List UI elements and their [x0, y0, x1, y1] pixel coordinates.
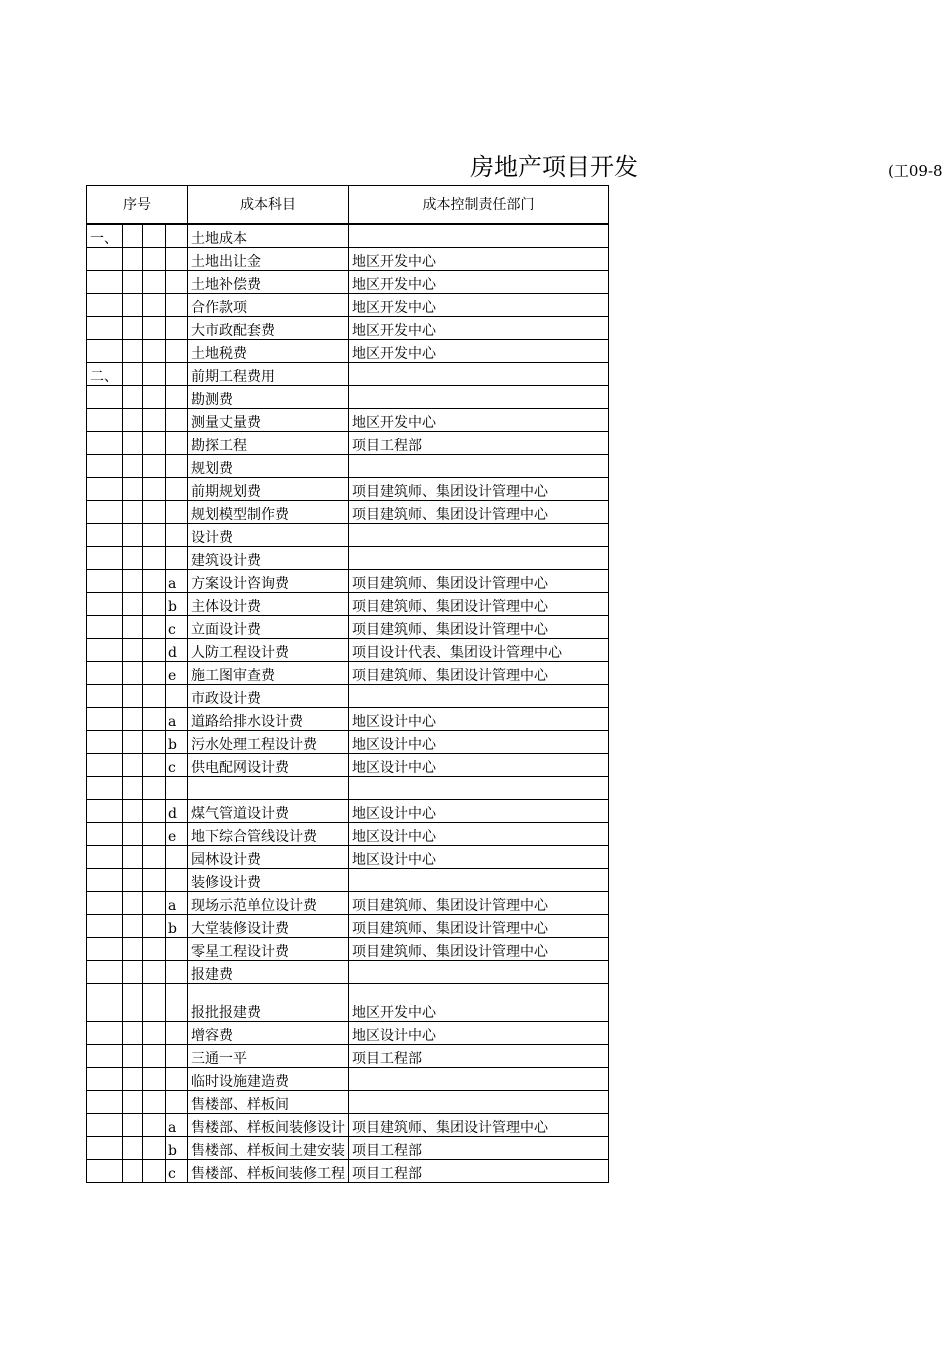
table-body	[87, 224, 609, 1183]
seq-level-3-cell	[143, 593, 166, 616]
seq-level-1-cell	[87, 478, 123, 501]
seq-level-1-cell	[87, 915, 123, 938]
cost-subject-cell: 现场示范单位设计费	[188, 892, 349, 915]
seq-level-1-cell	[87, 1114, 123, 1137]
responsible-dept-cell: 地区设计中心	[349, 754, 609, 777]
seq-level-1-cell	[87, 800, 123, 823]
responsible-dept-cell: 地区设计中心	[349, 708, 609, 731]
cost-subject-cell: 售楼部、样板间装修设计	[188, 1114, 349, 1137]
seq-level-4-cell	[166, 340, 188, 363]
seq-level-2-cell	[123, 915, 143, 938]
seq-level-1-cell	[87, 501, 123, 524]
seq-level-4-cell: d	[166, 639, 188, 662]
cost-subject-cell: 报批报建费	[188, 984, 349, 1022]
table-row	[87, 340, 609, 363]
seq-level-2-cell	[123, 386, 143, 409]
responsible-dept-cell: 项目建筑师、集团设计管理中心	[349, 915, 609, 938]
seq-level-2-cell	[123, 570, 143, 593]
seq-level-3-cell	[143, 1160, 166, 1183]
seq-level-2-cell	[123, 524, 143, 547]
cost-subject-cell: 施工图审查费	[188, 662, 349, 685]
cost-subject-cell: 规划模型制作费	[188, 501, 349, 524]
responsible-dept-cell: 项目工程部	[349, 1045, 609, 1068]
responsible-dept-cell: 地区设计中心	[349, 846, 609, 869]
seq-level-2-cell	[123, 1114, 143, 1137]
seq-level-3-cell	[143, 1068, 166, 1091]
table-row	[87, 524, 609, 547]
seq-level-2-cell	[123, 823, 143, 846]
cost-subject-cell: 装修设计费	[188, 869, 349, 892]
seq-level-1-cell	[87, 386, 123, 409]
seq-level-4-cell: e	[166, 662, 188, 685]
table-row	[87, 938, 609, 961]
header-seq: 序号	[87, 186, 188, 225]
seq-level-2-cell	[123, 777, 143, 800]
seq-level-4-cell	[166, 363, 188, 386]
seq-level-2-cell	[123, 731, 143, 754]
seq-level-3-cell	[143, 1137, 166, 1160]
seq-level-3-cell	[143, 1045, 166, 1068]
table-row	[87, 248, 609, 271]
seq-level-2-cell	[123, 248, 143, 271]
seq-level-2-cell	[123, 984, 143, 1022]
seq-level-2-cell	[123, 501, 143, 524]
seq-level-3-cell	[143, 386, 166, 409]
seq-level-1-cell	[87, 317, 123, 340]
responsible-dept-cell: 地区设计中心	[349, 800, 609, 823]
seq-level-1-cell	[87, 1091, 123, 1114]
seq-level-4-cell	[166, 271, 188, 294]
responsible-dept-cell: 地区设计中心	[349, 731, 609, 754]
responsible-dept-cell	[349, 547, 609, 570]
seq-level-4-cell: b	[166, 1137, 188, 1160]
cost-subject-cell: 临时设施建造费	[188, 1068, 349, 1091]
seq-level-2-cell	[123, 432, 143, 455]
table-row	[87, 1160, 609, 1183]
table-row	[87, 501, 609, 524]
seq-level-2-cell	[123, 340, 143, 363]
cost-subject-cell: 增容费	[188, 1022, 349, 1045]
seq-level-1-cell	[87, 754, 123, 777]
seq-level-4-cell	[166, 294, 188, 317]
seq-level-3-cell	[143, 731, 166, 754]
table-row	[87, 961, 609, 984]
seq-level-1-cell	[87, 271, 123, 294]
seq-level-1-cell	[87, 432, 123, 455]
responsible-dept-cell: 项目工程部	[349, 1160, 609, 1183]
responsible-dept-cell: 项目建筑师、集团设计管理中心	[349, 593, 609, 616]
seq-level-1-cell	[87, 1160, 123, 1183]
seq-level-4-cell	[166, 248, 188, 271]
cost-subject-cell: 建筑设计费	[188, 547, 349, 570]
seq-level-4-cell	[166, 685, 188, 708]
seq-level-3-cell	[143, 777, 166, 800]
table-row	[87, 432, 609, 455]
seq-level-4-cell: a	[166, 570, 188, 593]
seq-level-1-cell	[87, 892, 123, 915]
cost-subject-cell: 售楼部、样板间土建安装	[188, 1137, 349, 1160]
seq-level-4-cell: e	[166, 823, 188, 846]
seq-level-4-cell	[166, 846, 188, 869]
seq-level-3-cell	[143, 846, 166, 869]
seq-level-3-cell	[143, 685, 166, 708]
seq-level-2-cell	[123, 616, 143, 639]
cost-subject-cell: 道路给排水设计费	[188, 708, 349, 731]
seq-level-3-cell	[143, 455, 166, 478]
seq-level-1-cell	[87, 823, 123, 846]
seq-level-2-cell	[123, 1022, 143, 1045]
responsible-dept-cell	[349, 386, 609, 409]
seq-level-3-cell	[143, 1022, 166, 1045]
seq-level-1-cell	[87, 984, 123, 1022]
table-row	[87, 800, 609, 823]
seq-level-3-cell	[143, 294, 166, 317]
responsible-dept-cell: 地区开发中心	[349, 409, 609, 432]
seq-level-3-cell	[143, 478, 166, 501]
seq-level-3-cell	[143, 639, 166, 662]
table-row	[87, 1114, 609, 1137]
table-row	[87, 639, 609, 662]
cost-subject-cell: 园林设计费	[188, 846, 349, 869]
seq-level-1-cell	[87, 547, 123, 570]
table-row	[87, 1068, 609, 1091]
cost-subject-cell: 大市政配套费	[188, 317, 349, 340]
seq-level-3-cell	[143, 708, 166, 731]
table-row	[87, 363, 609, 386]
seq-level-3-cell	[143, 823, 166, 846]
seq-level-2-cell	[123, 547, 143, 570]
table-row	[87, 616, 609, 639]
table-row	[87, 593, 609, 616]
table-row	[87, 1022, 609, 1045]
seq-level-3-cell	[143, 271, 166, 294]
cost-subject-cell: 供电配网设计费	[188, 754, 349, 777]
seq-level-3-cell	[143, 800, 166, 823]
responsible-dept-cell: 地区设计中心	[349, 1022, 609, 1045]
table-row	[87, 224, 609, 248]
seq-level-4-cell	[166, 409, 188, 432]
seq-level-4-cell	[166, 961, 188, 984]
seq-level-4-cell	[166, 1022, 188, 1045]
seq-level-2-cell	[123, 455, 143, 478]
seq-level-1-cell	[87, 1045, 123, 1068]
seq-level-4-cell: a	[166, 1114, 188, 1137]
seq-level-1-cell	[87, 961, 123, 984]
seq-level-1-cell	[87, 1068, 123, 1091]
header-row	[87, 186, 609, 225]
table-row	[87, 708, 609, 731]
cost-subject-cell: 土地补偿费	[188, 271, 349, 294]
seq-level-2-cell	[123, 1068, 143, 1091]
responsible-dept-cell: 地区开发中心	[349, 294, 609, 317]
cost-subject-cell: 合作款项	[188, 294, 349, 317]
table-row	[87, 754, 609, 777]
seq-level-2-cell	[123, 409, 143, 432]
seq-level-1-cell	[87, 593, 123, 616]
cost-subject-cell: 大堂装修设计费	[188, 915, 349, 938]
cost-subject-cell: 土地成本	[188, 224, 349, 248]
responsible-dept-cell	[349, 524, 609, 547]
seq-level-1-cell	[87, 662, 123, 685]
responsible-dept-cell: 地区开发中心	[349, 317, 609, 340]
responsible-dept-cell	[349, 685, 609, 708]
cost-subject-cell: 勘测费	[188, 386, 349, 409]
table-row	[87, 984, 609, 1022]
table-row	[87, 1091, 609, 1114]
seq-level-4-cell: b	[166, 593, 188, 616]
responsible-dept-cell: 项目建筑师、集团设计管理中心	[349, 501, 609, 524]
table-row	[87, 685, 609, 708]
seq-level-3-cell	[143, 662, 166, 685]
responsible-dept-cell: 项目建筑师、集团设计管理中心	[349, 892, 609, 915]
cost-table	[86, 185, 609, 1183]
seq-level-2-cell	[123, 639, 143, 662]
seq-level-1-cell	[87, 846, 123, 869]
cost-subject-cell: 报建费	[188, 961, 349, 984]
seq-level-3-cell	[143, 892, 166, 915]
table-row	[87, 478, 609, 501]
seq-level-3-cell	[143, 754, 166, 777]
table-row	[87, 823, 609, 846]
responsible-dept-cell: 地区开发中心	[349, 340, 609, 363]
responsible-dept-cell: 项目建筑师、集团设计管理中心	[349, 1114, 609, 1137]
table-row	[87, 294, 609, 317]
seq-level-4-cell	[166, 432, 188, 455]
responsible-dept-cell: 地区开发中心	[349, 984, 609, 1022]
cost-subject-cell: 煤气管道设计费	[188, 800, 349, 823]
responsible-dept-cell	[349, 1068, 609, 1091]
cost-subject-cell: 零星工程设计费	[188, 938, 349, 961]
seq-level-1-cell	[87, 938, 123, 961]
table-row	[87, 271, 609, 294]
cost-subject-cell	[188, 777, 349, 800]
seq-level-1-cell	[87, 685, 123, 708]
seq-level-1-cell	[87, 340, 123, 363]
seq-level-3-cell	[143, 340, 166, 363]
cost-subject-cell: 主体设计费	[188, 593, 349, 616]
seq-level-3-cell	[143, 961, 166, 984]
cost-subject-cell: 售楼部、样板间	[188, 1091, 349, 1114]
seq-level-1-cell	[87, 869, 123, 892]
seq-level-4-cell	[166, 478, 188, 501]
seq-level-1-cell	[87, 570, 123, 593]
seq-level-4-cell	[166, 938, 188, 961]
seq-level-4-cell	[166, 501, 188, 524]
seq-level-1-cell	[87, 708, 123, 731]
seq-level-4-cell	[166, 317, 188, 340]
seq-level-2-cell	[123, 1137, 143, 1160]
table-row	[87, 409, 609, 432]
seq-level-3-cell	[143, 363, 166, 386]
seq-level-2-cell	[123, 961, 143, 984]
seq-level-2-cell	[123, 869, 143, 892]
seq-level-2-cell	[123, 892, 143, 915]
seq-level-4-cell: b	[166, 731, 188, 754]
cost-subject-cell: 规划费	[188, 455, 349, 478]
table-row	[87, 455, 609, 478]
responsible-dept-cell: 项目建筑师、集团设计管理中心	[349, 662, 609, 685]
seq-level-4-cell	[166, 777, 188, 800]
seq-level-4-cell	[166, 984, 188, 1022]
seq-level-2-cell	[123, 754, 143, 777]
cost-subject-cell: 前期规划费	[188, 478, 349, 501]
cost-subject-cell: 立面设计费	[188, 616, 349, 639]
table-row	[87, 915, 609, 938]
seq-level-1-cell	[87, 524, 123, 547]
seq-level-3-cell	[143, 1114, 166, 1137]
seq-level-2-cell	[123, 1045, 143, 1068]
seq-level-1-cell	[87, 1022, 123, 1045]
table-row	[87, 731, 609, 754]
seq-level-4-cell	[166, 386, 188, 409]
seq-level-4-cell: c	[166, 616, 188, 639]
header-dept: 成本控制责任部门	[349, 186, 609, 225]
seq-level-2-cell	[123, 224, 143, 248]
seq-level-4-cell	[166, 224, 188, 248]
seq-level-2-cell	[123, 294, 143, 317]
cost-subject-cell: 土地出让金	[188, 248, 349, 271]
responsible-dept-cell: 项目工程部	[349, 432, 609, 455]
table-row	[87, 662, 609, 685]
seq-level-3-cell	[143, 938, 166, 961]
seq-level-3-cell	[143, 501, 166, 524]
responsible-dept-cell: 地区设计中心	[349, 823, 609, 846]
seq-level-2-cell	[123, 317, 143, 340]
seq-level-2-cell	[123, 593, 143, 616]
table-row	[87, 1137, 609, 1160]
seq-level-1-cell	[87, 731, 123, 754]
cost-subject-cell: 污水处理工程设计费	[188, 731, 349, 754]
table-row	[87, 846, 609, 869]
seq-level-1-cell	[87, 294, 123, 317]
cost-subject-cell: 市政设计费	[188, 685, 349, 708]
seq-level-2-cell	[123, 708, 143, 731]
responsible-dept-cell: 项目建筑师、集团设计管理中心	[349, 570, 609, 593]
responsible-dept-cell: 项目建筑师、集团设计管理中心	[349, 478, 609, 501]
seq-level-1-cell	[87, 1137, 123, 1160]
seq-level-3-cell	[143, 524, 166, 547]
cost-subject-cell: 人防工程设计费	[188, 639, 349, 662]
seq-level-3-cell	[143, 570, 166, 593]
responsible-dept-cell: 地区开发中心	[349, 271, 609, 294]
seq-level-1-cell: 一、	[87, 224, 123, 248]
seq-level-2-cell	[123, 1091, 143, 1114]
table-row	[87, 547, 609, 570]
seq-level-1-cell	[87, 616, 123, 639]
seq-level-3-cell	[143, 409, 166, 432]
cost-subject-cell: 前期工程费用	[188, 363, 349, 386]
seq-level-4-cell: a	[166, 892, 188, 915]
seq-level-2-cell	[123, 685, 143, 708]
responsible-dept-cell	[349, 961, 609, 984]
seq-level-3-cell	[143, 317, 166, 340]
table-row	[87, 317, 609, 340]
responsible-dept-cell: 项目建筑师、集团设计管理中心	[349, 938, 609, 961]
seq-level-2-cell	[123, 478, 143, 501]
seq-level-4-cell: b	[166, 915, 188, 938]
seq-level-2-cell	[123, 662, 143, 685]
seq-level-3-cell	[143, 1091, 166, 1114]
seq-level-3-cell	[143, 547, 166, 570]
seq-level-1-cell	[87, 639, 123, 662]
responsible-dept-cell	[349, 777, 609, 800]
seq-level-2-cell	[123, 271, 143, 294]
cost-subject-cell: 地下综合管线设计费	[188, 823, 349, 846]
seq-level-4-cell: c	[166, 1160, 188, 1183]
seq-level-2-cell	[123, 800, 143, 823]
seq-level-4-cell	[166, 547, 188, 570]
seq-level-2-cell	[123, 846, 143, 869]
responsible-dept-cell: 项目建筑师、集团设计管理中心	[349, 616, 609, 639]
cost-subject-cell: 方案设计咨询费	[188, 570, 349, 593]
seq-level-1-cell	[87, 777, 123, 800]
cost-subject-cell: 土地税费	[188, 340, 349, 363]
cost-subject-cell: 售楼部、样板间装修工程	[188, 1160, 349, 1183]
table-row	[87, 386, 609, 409]
responsible-dept-cell	[349, 869, 609, 892]
seq-level-4-cell: a	[166, 708, 188, 731]
page-title: 房地产项目开发	[470, 153, 638, 181]
seq-level-4-cell	[166, 869, 188, 892]
cost-subject-cell: 设计费	[188, 524, 349, 547]
cost-subject-cell: 测量丈量费	[188, 409, 349, 432]
responsible-dept-cell	[349, 455, 609, 478]
seq-level-3-cell	[143, 224, 166, 248]
responsible-dept-cell	[349, 224, 609, 248]
seq-level-1-cell: 二、	[87, 363, 123, 386]
seq-level-1-cell	[87, 455, 123, 478]
seq-level-1-cell	[87, 248, 123, 271]
table-row	[87, 869, 609, 892]
responsible-dept-cell: 项目工程部	[349, 1137, 609, 1160]
header-subject: 成本科目	[188, 186, 349, 225]
seq-level-4-cell: d	[166, 800, 188, 823]
seq-level-2-cell	[123, 363, 143, 386]
seq-level-4-cell: c	[166, 754, 188, 777]
seq-level-4-cell	[166, 524, 188, 547]
responsible-dept-cell: 地区开发中心	[349, 248, 609, 271]
cost-subject-cell: 三通一平	[188, 1045, 349, 1068]
seq-level-4-cell	[166, 1045, 188, 1068]
seq-level-1-cell	[87, 409, 123, 432]
table-row	[87, 777, 609, 800]
responsible-dept-cell	[349, 1091, 609, 1114]
seq-level-3-cell	[143, 984, 166, 1022]
seq-level-3-cell	[143, 248, 166, 271]
seq-level-2-cell	[123, 1160, 143, 1183]
form-code: (工09-8	[888, 162, 943, 180]
seq-level-3-cell	[143, 869, 166, 892]
cost-subject-cell: 勘探工程	[188, 432, 349, 455]
seq-level-3-cell	[143, 915, 166, 938]
seq-level-4-cell	[166, 1091, 188, 1114]
seq-level-2-cell	[123, 938, 143, 961]
seq-level-4-cell	[166, 455, 188, 478]
seq-level-3-cell	[143, 616, 166, 639]
seq-level-3-cell	[143, 432, 166, 455]
table-row	[87, 892, 609, 915]
seq-level-4-cell	[166, 1068, 188, 1091]
table-row	[87, 570, 609, 593]
table-row	[87, 1045, 609, 1068]
responsible-dept-cell: 项目设计代表、集团设计管理中心	[349, 639, 609, 662]
responsible-dept-cell	[349, 363, 609, 386]
